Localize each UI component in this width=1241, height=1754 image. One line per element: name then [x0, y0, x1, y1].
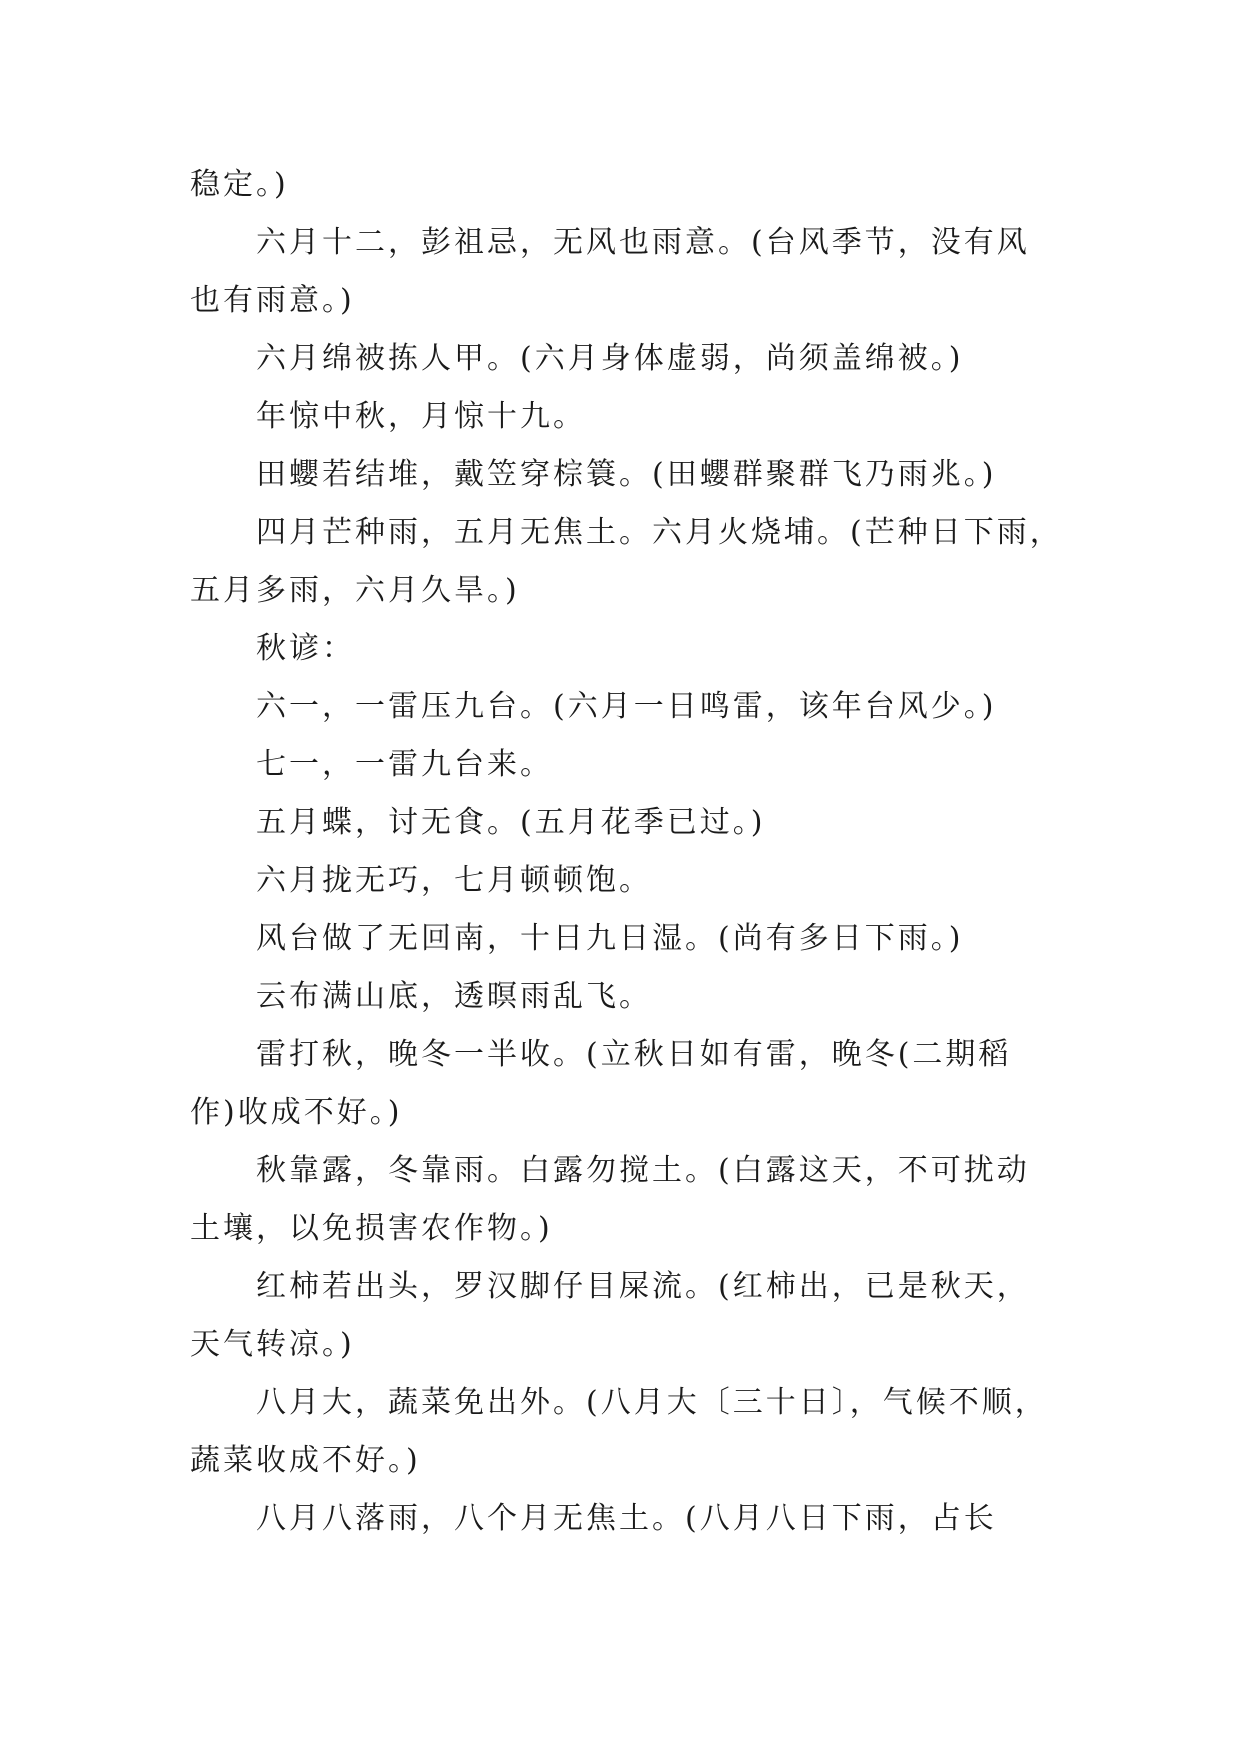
text-line: 雷打秋，晚冬一半收。(立秋日如有雷，晚冬(二期稻 — [256, 1037, 1012, 1072]
text-line: 五月多雨，六月久旱。) — [190, 573, 520, 608]
text-line: 云布满山底，透暝雨乱飞。 — [256, 979, 652, 1014]
text-line: 也有雨意。) — [190, 283, 355, 318]
text-line: 年惊中秋，月惊十九。 — [256, 399, 586, 434]
text-line: 五月蝶，讨无食。(五月花季已过。) — [256, 805, 766, 840]
text-line: 八月大，蔬菜免出外。(八月大〔三十日〕，气候不顺， — [256, 1385, 1048, 1420]
text-line: 稳定。) — [190, 167, 289, 202]
text-line: 红柿若出头，罗汉脚仔目屎流。(红柿出，已是秋天， — [256, 1269, 1030, 1304]
text-line: 七一，一雷九台来。 — [256, 747, 553, 782]
text-line: 秋谚： — [256, 631, 355, 666]
text-line: 蔬菜收成不好。) — [190, 1443, 421, 1478]
text-line: 八月八落雨，八个月无焦土。(八月八日下雨，占长 — [256, 1501, 997, 1536]
text-line: 土壤，以免损害农作物。) — [190, 1211, 553, 1246]
text-line: 六月绵被拣人甲。(六月身体虚弱，尚须盖绵被。) — [256, 341, 964, 376]
text-line: 作)收成不好。) — [190, 1095, 403, 1130]
text-line: 天气转凉。) — [190, 1327, 355, 1362]
document-body — [190, 156, 1063, 1548]
text-line: 六月拢无巧，七月顿顿饱。 — [256, 863, 652, 898]
text-line: 六一，一雷压九台。(六月一日鸣雷，该年台风少。) — [256, 689, 997, 724]
text-line: 秋靠露，冬靠雨。白露勿搅土。(白露这天，不可扰动 — [256, 1153, 1030, 1188]
text-line: 风台做了无回南，十日九日湿。(尚有多日下雨。) — [256, 921, 964, 956]
text-line: 田蠳若结堆，戴笠穿棕簑。(田蠳群聚群飞乃雨兆。) — [256, 457, 997, 492]
text-line: 四月芒种雨，五月无焦土。六月火烧埔。(芒种日下雨， — [256, 515, 1063, 550]
text-line: 六月十二，彭祖忌，无风也雨意。(台风季节，没有风 — [256, 225, 1030, 260]
